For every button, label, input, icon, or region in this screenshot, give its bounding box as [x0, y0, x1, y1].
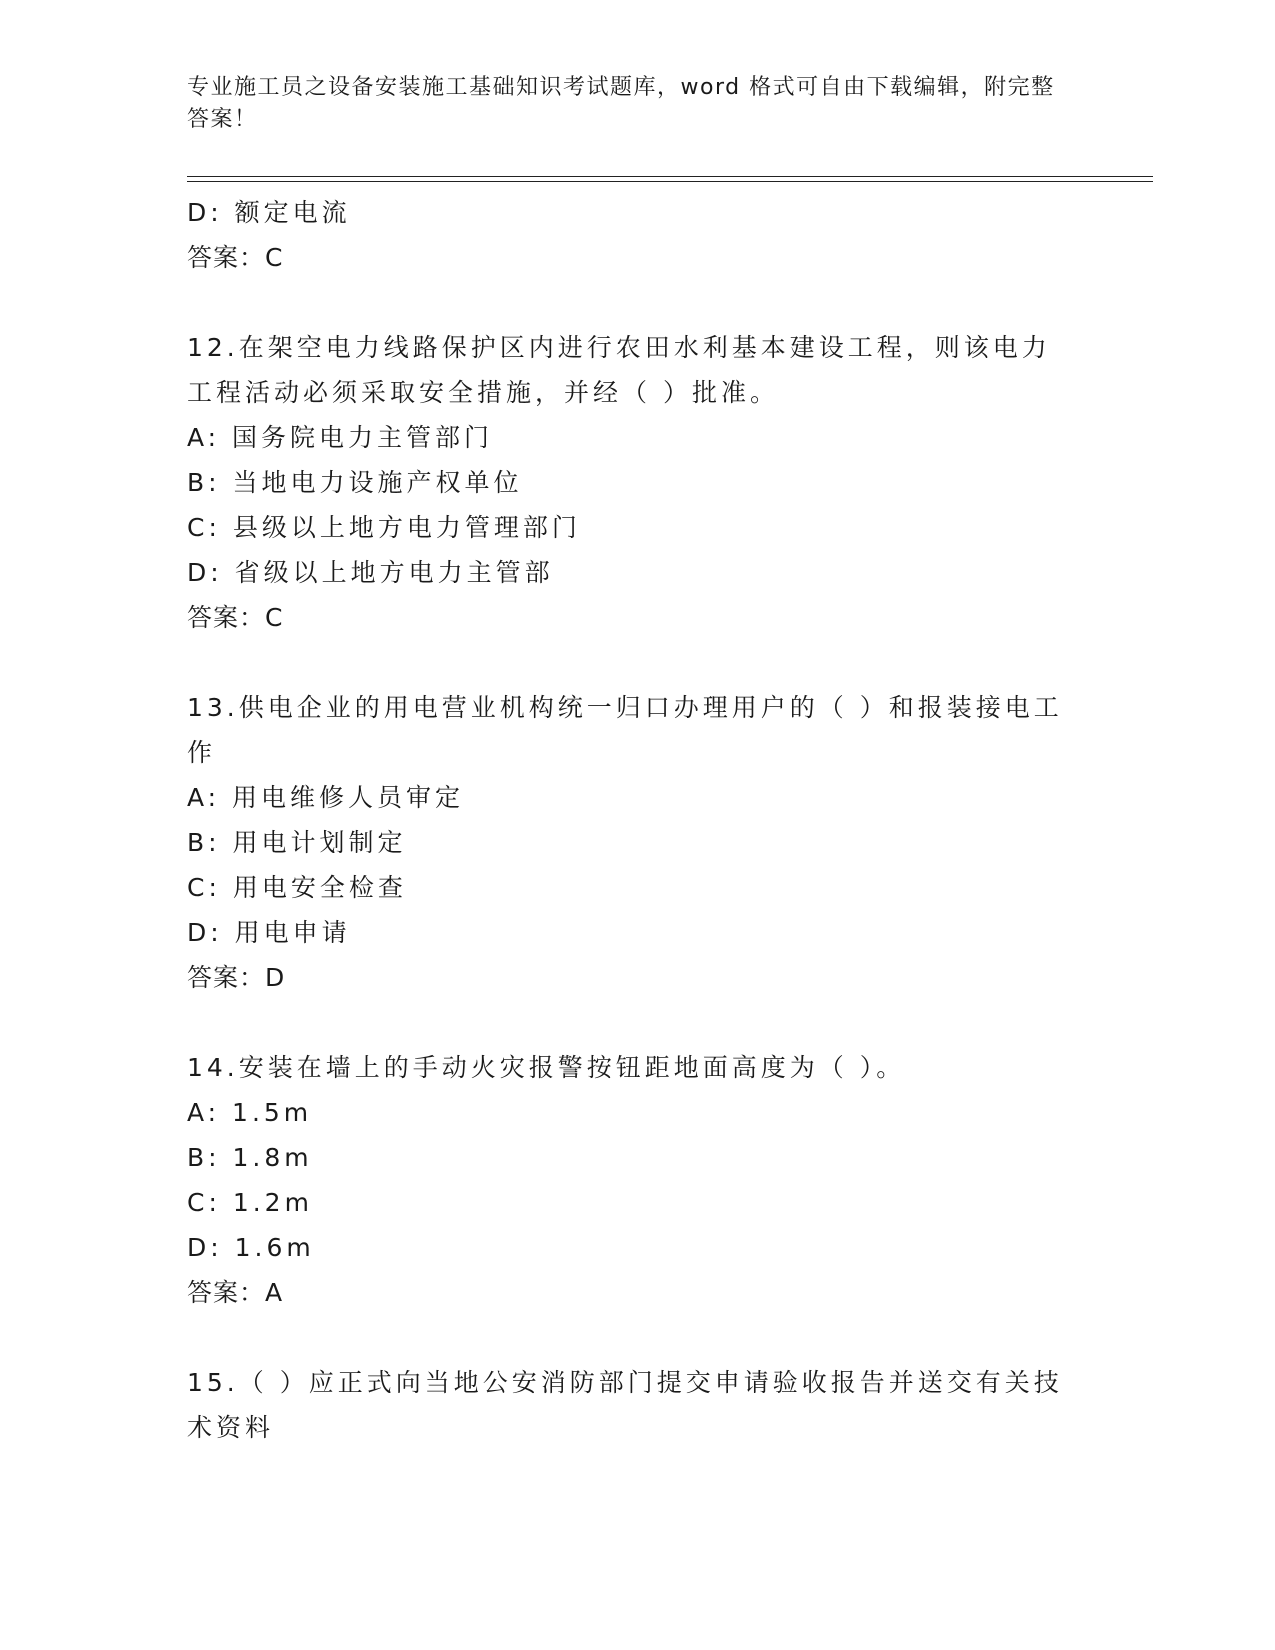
option-a: A: 1.5m	[187, 1098, 313, 1127]
question-text: 12.在架空电力线路保护区内进行农田水利基本建设工程，则该电力工程活动必须采取安全措施，并经（ ）批准。	[187, 333, 1051, 407]
prev-question-option-d: D: 额定电流	[187, 198, 351, 227]
document-header: 专业施工员之设备安装施工基础知识考试题库，word 格式可自由下载编辑，附完整答案！	[187, 75, 1055, 132]
header-divider-bottom	[187, 181, 1153, 182]
option-b: B: 1.8m	[187, 1143, 313, 1172]
option-c: C: 县级以上地方电力管理部门	[187, 513, 581, 542]
question-text: 14.安装在墙上的手动火灾报警按钮距地面高度为（ ）。	[187, 1053, 906, 1082]
option-a: A: 用电维修人员审定	[187, 783, 465, 812]
option-d: D: 省级以上地方电力主管部	[187, 558, 554, 587]
option-c: C: 1.2m	[187, 1188, 313, 1217]
question-13	[187, 685, 1087, 1000]
spacer	[187, 280, 1087, 325]
question-12	[187, 325, 1087, 640]
question-list	[187, 190, 1087, 1450]
option-c: C: 用电安全检查	[187, 873, 407, 902]
answer: 答案：C	[187, 603, 284, 632]
answer: 答案：A	[187, 1278, 284, 1307]
question-text: 13.供电企业的用电营业机构统一归口办理用户的（ ）和报装接电工作	[187, 693, 1063, 767]
option-d: D: 1.6m	[187, 1233, 315, 1262]
spacer	[187, 640, 1087, 685]
answer: 答案：D	[187, 963, 286, 992]
header-divider-top	[187, 176, 1153, 177]
option-a: A: 国务院电力主管部门	[187, 423, 494, 452]
prev-question-answer: 答案：C	[187, 243, 284, 272]
spacer	[187, 1315, 1087, 1360]
question-14	[187, 1045, 1087, 1315]
option-d: D: 用电申请	[187, 918, 351, 947]
option-b: B: 当地电力设施产权单位	[187, 468, 523, 497]
question-15	[187, 1360, 1087, 1450]
question-text: 15.（ ）应正式向当地公安消防部门提交申请验收报告并送交有关技术资料	[187, 1368, 1063, 1442]
option-b: B: 用电计划制定	[187, 828, 407, 857]
spacer	[187, 1000, 1087, 1045]
